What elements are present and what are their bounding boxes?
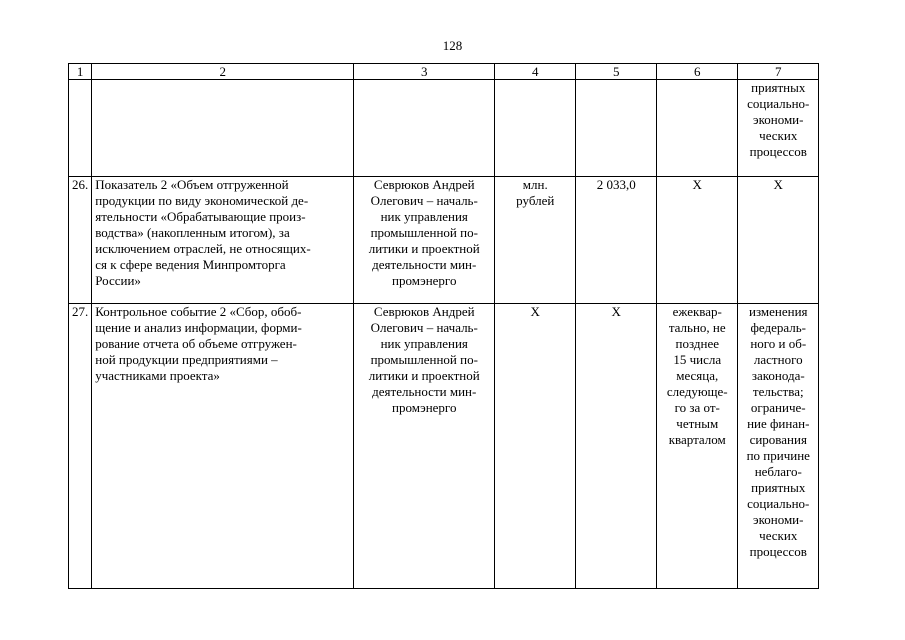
name-cell: Показатель 2 «Объем отгруженной продукции по виду экономической де- ятельности «Обрабатывающие произ- водства» (накопленным итогом), за исключением отраслей, не относящих- ся к сфере ведения Минпромторга России»: [92, 177, 354, 304]
unit-cell: Х: [495, 304, 576, 589]
row-number-cell: 27.: [69, 304, 92, 589]
risks-cell: изменения федераль- ного и об- ластного законода- тельства; ограниче- ние финан- сирования по причине неблаго- приятных социально- экономи- ческих процессов: [738, 304, 819, 589]
page-number: 128: [442, 38, 463, 53]
name-cell: Контрольное событие 2 «Сбор, обоб- щение и анализ информации, форми- рование отчета об объеме отгружен- ной продукции предприятиями – участниками проекта»: [92, 304, 354, 589]
document-table: [68, 63, 819, 589]
row-number-cell: 26.: [69, 177, 92, 304]
header-col-4: 4: [495, 64, 576, 80]
risks-cell: Х: [738, 177, 819, 304]
header-col-7: 7: [738, 64, 819, 80]
header-col-1: 1: [69, 64, 92, 80]
header-col-6: 6: [657, 64, 738, 80]
header-col-5: 5: [576, 64, 657, 80]
responsible-cell: Севрюков Андрей Олегович – началь- ник управления промышленной по- литики и проектной деятельности мин- промэнерго: [354, 304, 495, 589]
unit-cell: млн. рублей: [495, 177, 576, 304]
header-col-2: 2: [92, 64, 354, 80]
deadline-cell: ежеквар- тально, не позднее 15 числа месяца, следующе- го за от- четным кварталом: [657, 304, 738, 589]
empty-cell: [69, 80, 92, 177]
empty-cell: [495, 80, 576, 177]
header-col-3: 3: [354, 64, 495, 80]
deadline-cell: Х: [657, 177, 738, 304]
value-cell: 2 033,0: [576, 177, 657, 304]
risks-cell: приятных социально- экономи- ческих процессов: [738, 80, 819, 177]
responsible-cell: Севрюков Андрей Олегович – началь- ник управления промышленной по- литики и проектной деятельности мин- промэнерго: [354, 177, 495, 304]
empty-cell: [354, 80, 495, 177]
table-row: [69, 304, 819, 589]
table-row-continuation: [69, 80, 819, 177]
empty-cell: [657, 80, 738, 177]
table-header-row: [69, 64, 819, 80]
table-row: [69, 177, 819, 304]
value-cell: Х: [576, 304, 657, 589]
empty-cell: [576, 80, 657, 177]
empty-cell: [92, 80, 354, 177]
